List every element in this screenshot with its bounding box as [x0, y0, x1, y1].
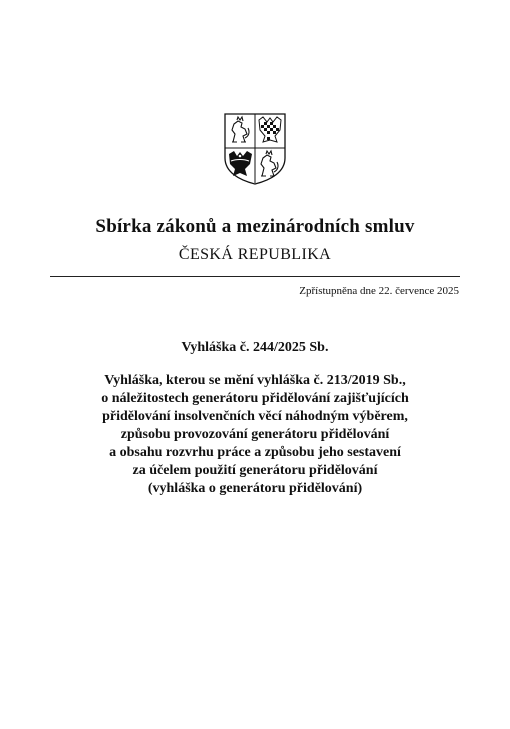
- decree-number: Vyhláška č. 244/2025 Sb.: [181, 340, 329, 355]
- decree-title-line: způsobu provozování generátoru přidělování: [120, 427, 390, 442]
- decree-title-line: o náležitostech generátoru přidělování zajišťujících: [101, 391, 409, 406]
- header-divider: [50, 276, 460, 277]
- collection-title: Sbírka zákonů a mezinárodních smluv: [95, 216, 415, 237]
- publication-date: Zpřístupněna dne 22. července 2025: [299, 285, 459, 297]
- country-name: ČESKÁ REPUBLIKA: [178, 246, 332, 263]
- decree-title-line: (vyhláška o generátoru přidělování): [147, 481, 363, 496]
- decree-title-line: přidělování insolvenčních věcí náhodným výběrem,: [102, 409, 408, 424]
- coat-of-arms-icon: [223, 112, 287, 186]
- decree-title-line: za účelem použití generátoru přidělování: [132, 463, 378, 478]
- decree-title-line: a obsahu rozvrhu práce a způsobu jeho sestavení: [109, 445, 401, 460]
- decree-title-line: Vyhláška, kterou se mění vyhláška č. 213/2019 Sb.,: [104, 373, 406, 388]
- decree-title: [40, 372, 470, 498]
